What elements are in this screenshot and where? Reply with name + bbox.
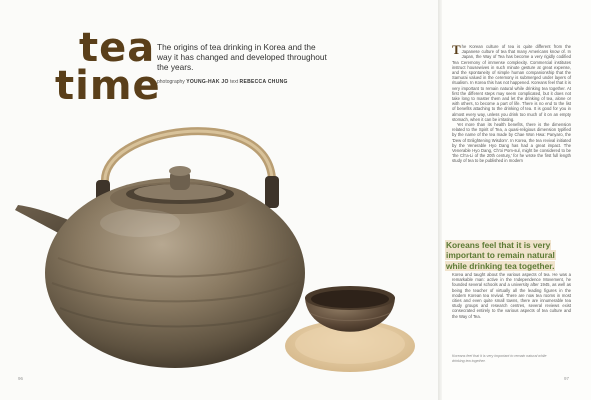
photo-caption: Koreans feel that it is very important to remain natural while drinking tea together. bbox=[452, 354, 547, 363]
photographer-name: YOUNG-HAK JO bbox=[186, 79, 229, 85]
credits bbox=[157, 79, 288, 85]
title-line-tea: tea bbox=[79, 25, 156, 71]
photo-credit-label: photography bbox=[157, 79, 185, 85]
pull-quote-text: Koreans feel that it is very important to remain natural while drinking tea together. bbox=[446, 240, 555, 271]
teapot-photo bbox=[10, 108, 430, 388]
article-paragraph-2: Yet more than its health benefits, there is the dimension related to the Spirit of Tea, a quasi-religious dimension typified by the name of the tea made by Chae Won Hwa: Panyaro, the 'Dew of Enlightening Wisdom'. In Korea, the tea revival initiated by the Venerable Hyo Dang has had a great impact. The Venerable Hyo Dang, Ch'oi Pom-sul, might be considered to be 'the Ch'a-Li of the 20th century,' for he wrote the first full length study of tea to be published in modern bbox=[452, 122, 572, 164]
pull-quote bbox=[445, 240, 569, 271]
intro-text: The origins of tea drinking in Korea and the way it has changed and developed throughout the years. bbox=[157, 42, 327, 73]
text-credit-label: text bbox=[230, 79, 239, 85]
article-paragraph-1: he Korean culture of tea is quite different from the Japanese culture of tea that many Americans know of. In Japan, the Way of Tea has become a very rigidly codified Tea Ceremony of immense complexity. Commercial institutes instruct housewives in such minute gesture at great expense, and the spontaneity of simple human companionship that the Samurai valued in the ceremony is submerged under layers of ritualism. In Korea this has not happened. Koreans feel that it is very important to remain natural while drinking tea together. At first the different steps may seem complicated, but it does not take long to master them and let the drinking of tea, alone or with others, to become a part of life. There is no end to the list of benefits attaching to the drinking of tea. It is good for you in almost every way, unless you drink too much of it on an empty stomach, when it can be irritating. bbox=[452, 44, 571, 122]
writer-name: REBECCA CHUNG bbox=[239, 79, 288, 85]
page-gutter bbox=[438, 0, 442, 400]
page-number-right: 97 bbox=[564, 376, 570, 381]
page-number-left: 96 bbox=[18, 376, 24, 381]
article-paragraph-3: Korea and taught about the various aspects of tea. He was a remarkable man: active in the Independence Movement, he founded several schools and a university after 1945, as well as being the teacher of virtually all the leading figures in the modern Korean tea revival. There are now tea rooms in most cities and even quite small towns, there are innumerable tea study groups and research centres, several reviews exist consecrated entirely to the various aspects of tea culture and the Way of Tea. bbox=[452, 272, 571, 319]
title-line-time: time bbox=[55, 63, 161, 109]
drop-cap: T bbox=[452, 42, 461, 57]
article-body-top bbox=[452, 44, 571, 164]
